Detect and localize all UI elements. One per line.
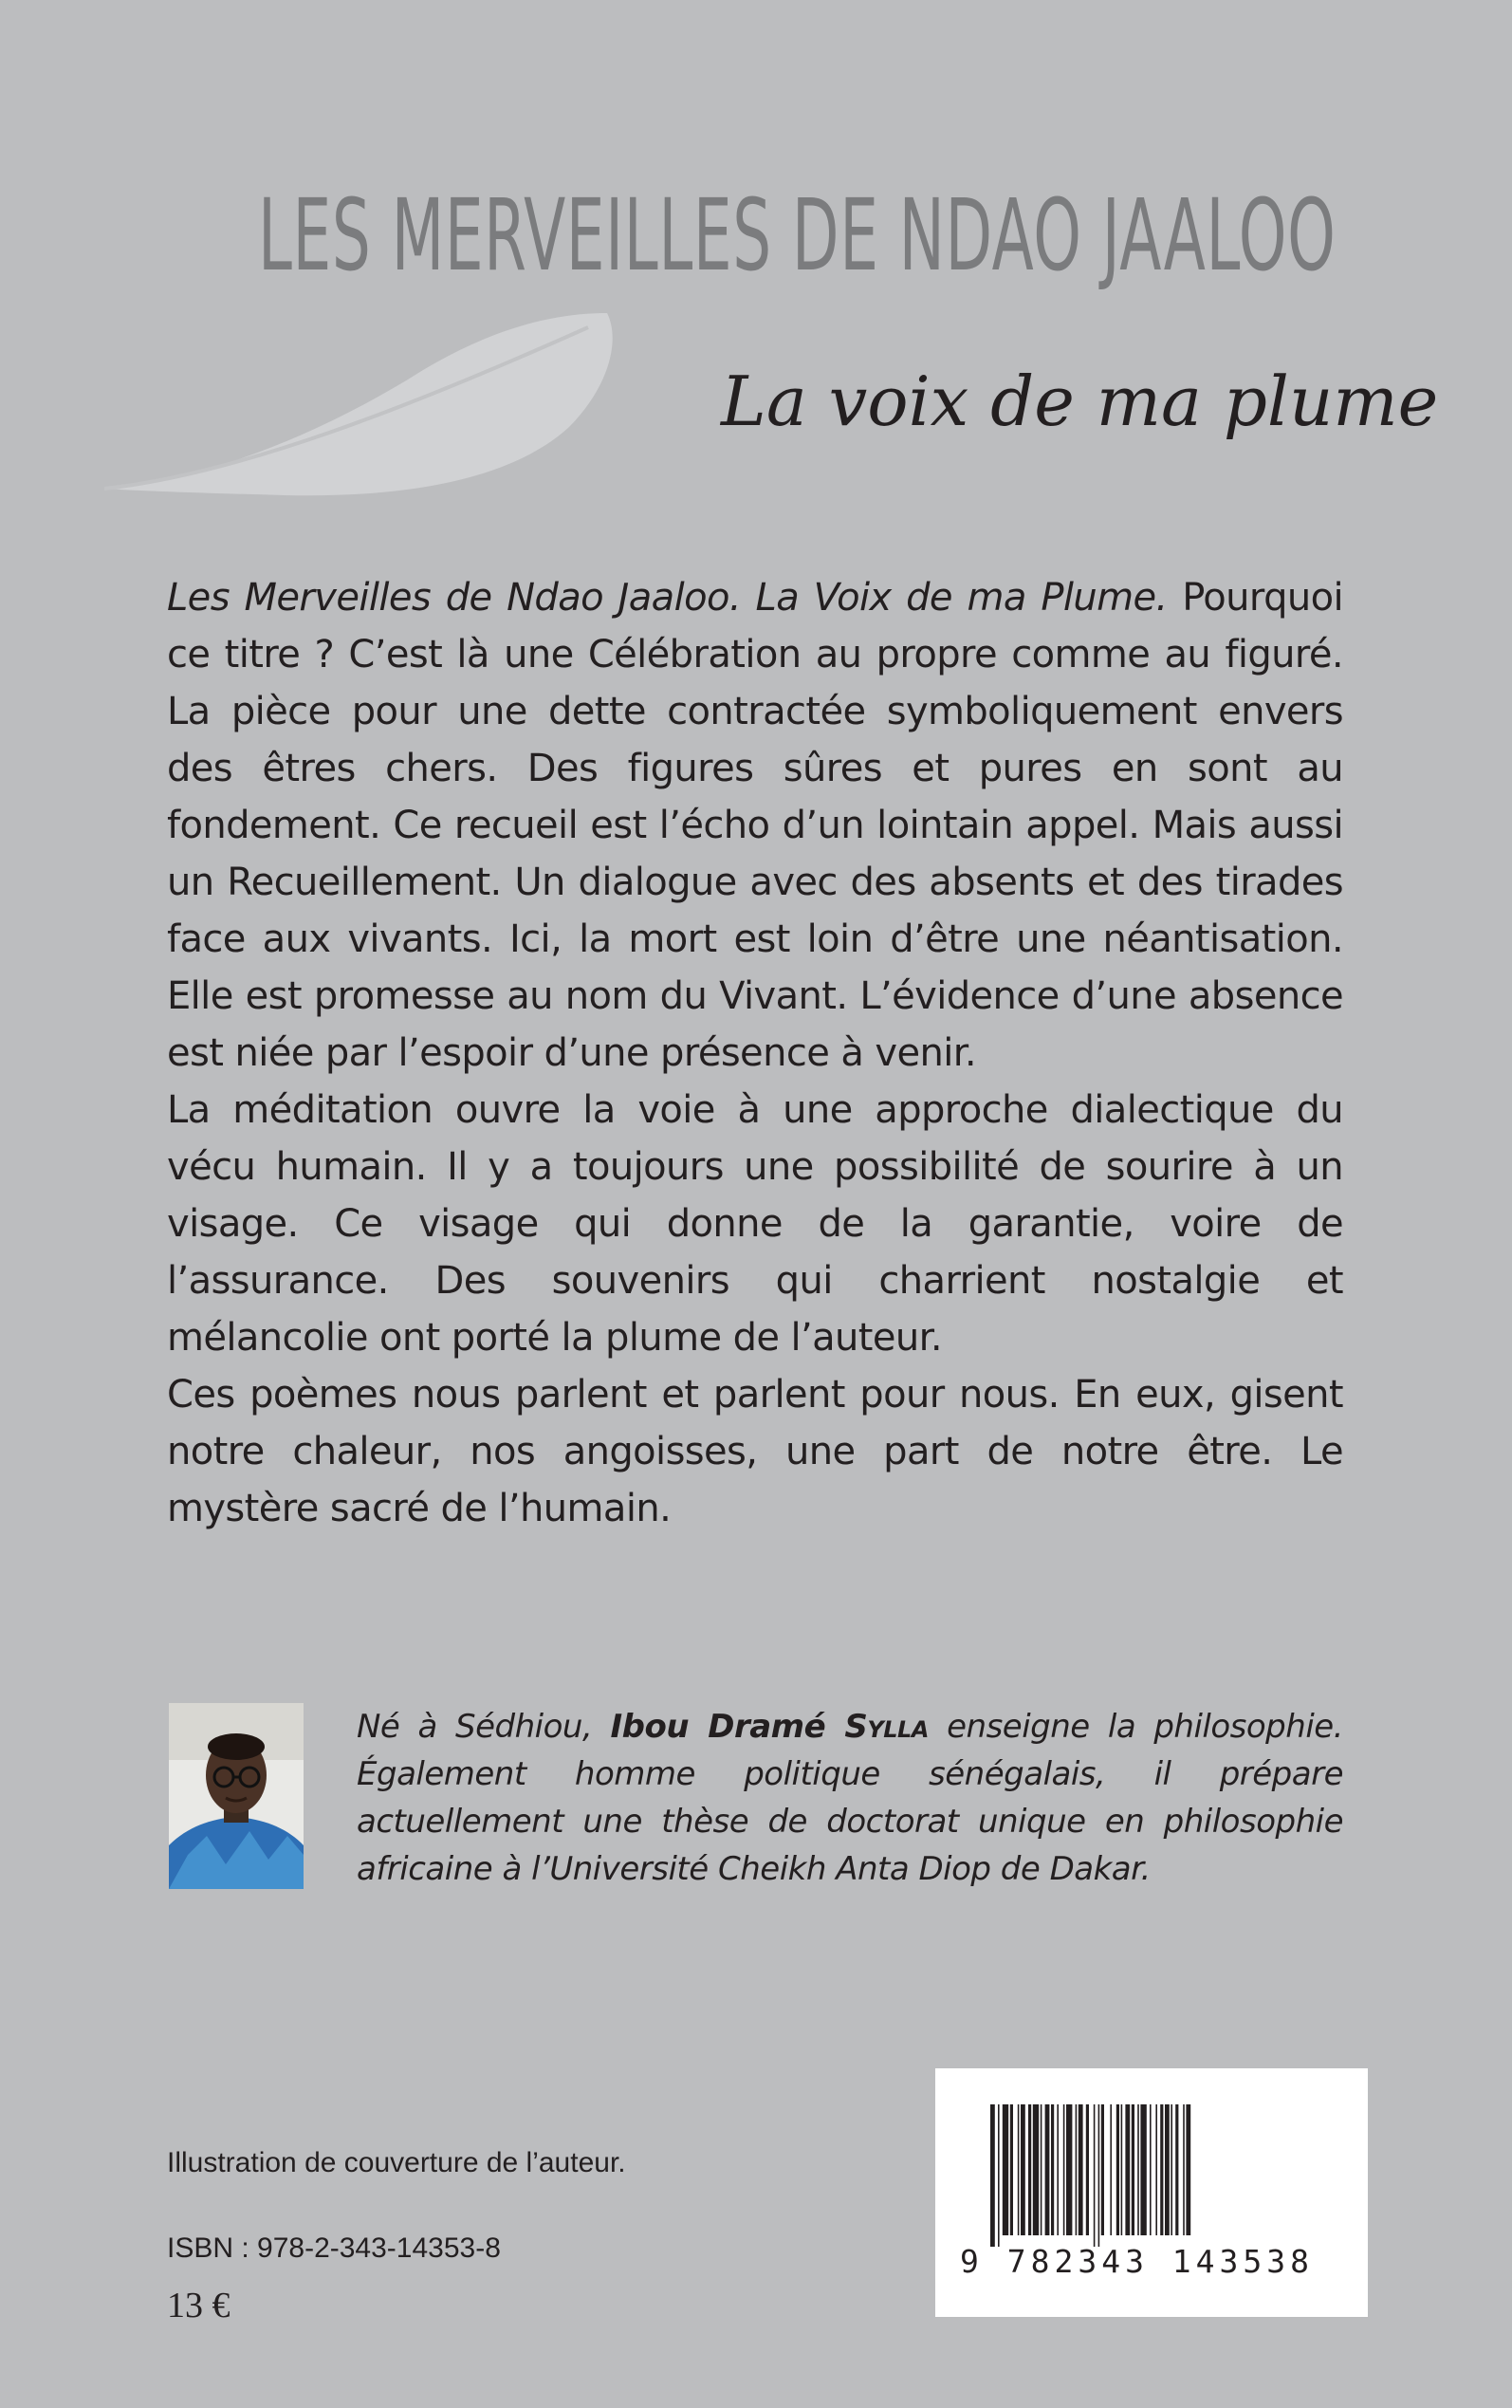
feather-illustration [95, 275, 626, 531]
barcode-bar [1183, 2104, 1185, 2235]
barcode-bar [1121, 2104, 1123, 2235]
barcode-bar [1132, 2104, 1134, 2235]
blurb-paragraph-1-text: Pourquoi ce titre ? C’est là une Célébration au propre comme au figuré. La pièce pour une dette contractée symboliquement envers des êtres chers. Des figures sûres et pures en sont au fondement. Ce recueil est l’écho d’un lointain appel. Mais aussi un Recueillement. Un dialogue avec des absents et des tirades face aux vivants. Ici, la mort est loin d’être une néantisation. Elle est promesse au nom du Vivant. L’évidence d’une absence est niée par l’espoir d’une présence à venir. [167, 576, 1344, 1075]
barcode-bar [1175, 2104, 1178, 2235]
book-subtitle: La voix de ma plume [721, 361, 1439, 441]
barcode-bar [1066, 2104, 1072, 2235]
barcode-bar [998, 2104, 1000, 2247]
barcode-bar [1086, 2104, 1089, 2235]
barcode-bar [1116, 2104, 1119, 2235]
barcode-bar [1063, 2104, 1065, 2235]
blurb-paragraph-3: Ces poèmes nous parlent et parlent pour nous. En eux, gisent notre chaleur, nos angoisses, une part de notre être. Le mystère sacré de l’humain. [167, 1373, 1343, 1530]
barcode-bar [1160, 2104, 1163, 2235]
barcode-bar [1028, 2104, 1031, 2235]
author-bio-prefix: Né à Sédhiou, [357, 1708, 611, 1746]
barcode-bar [1076, 2104, 1078, 2235]
barcode-bar [1186, 2104, 1190, 2235]
barcode-bar [1045, 2104, 1050, 2235]
barcode-bar [1098, 2104, 1100, 2247]
blurb-paragraph-2: La méditation ouvre la voie à une approche dialectique du vécu humain. Il y a toujours une possibilité de sourire à un visage. Ce visage qui donne de la garantie, voire de l’assurance. Des souvenirs qui charrient nostalgie et mélancolie ont porté la plume de l’auteur. [167, 1088, 1343, 1360]
barcode-bar [1018, 2104, 1020, 2235]
back-cover-blurb [167, 569, 1343, 1537]
author-surname: Sylla [844, 1708, 929, 1746]
barcode-bars [990, 2104, 1313, 2247]
price: 13 € [167, 2286, 230, 2325]
barcode-bar [990, 2104, 995, 2247]
barcode-bar [1155, 2104, 1157, 2235]
barcode-bar [1041, 2104, 1042, 2235]
barcode-bar [1010, 2104, 1013, 2235]
blurb-paragraph-1 [167, 569, 1343, 1082]
barcode-bar [1094, 2104, 1096, 2247]
author-first-names: Ibou Dramé [610, 1708, 845, 1746]
barcode-bar [1051, 2104, 1054, 2235]
isbn: ISBN : 978-2-343-14353-8 [167, 2232, 501, 2264]
barcode-bar [1101, 2104, 1104, 2235]
barcode-bar [1125, 2104, 1130, 2235]
author-name [610, 1708, 928, 1746]
barcode-bar [1003, 2104, 1008, 2235]
barcode-bar [1137, 2104, 1139, 2235]
illustration-credit: Illustration de couverture de l’auteur. [167, 2147, 626, 2178]
barcode-bar [1150, 2104, 1152, 2235]
barcode-digits: 9 782343 143538 [960, 2243, 1315, 2280]
barcode-bar [1140, 2104, 1146, 2235]
blurb-lead-title: Les Merveilles de Ndao Jaaloo. La Voix de ma Plume. [167, 576, 1168, 620]
barcode [935, 2068, 1368, 2317]
barcode-bar [1110, 2104, 1112, 2235]
author-photo [169, 1703, 304, 1889]
barcode-bar [1057, 2104, 1059, 2235]
barcode-bar [1021, 2104, 1025, 2235]
author-bio-suffix: enseigne la philosophie. Également homme politique sénégalais, il prépare actuellement une thèse de doctorat unique en philosophie africaine à l’Université Cheikh Anta Diop de Dakar. [357, 1708, 1343, 1888]
barcode-bar [1171, 2104, 1172, 2235]
barcode-bar [1165, 2104, 1170, 2235]
author-biography [357, 1703, 1343, 1893]
book-title: LES MERVEILLES DE NDAO JAALOO [258, 177, 1337, 293]
barcode-bar [1033, 2104, 1039, 2235]
barcode-bar [1079, 2104, 1083, 2235]
